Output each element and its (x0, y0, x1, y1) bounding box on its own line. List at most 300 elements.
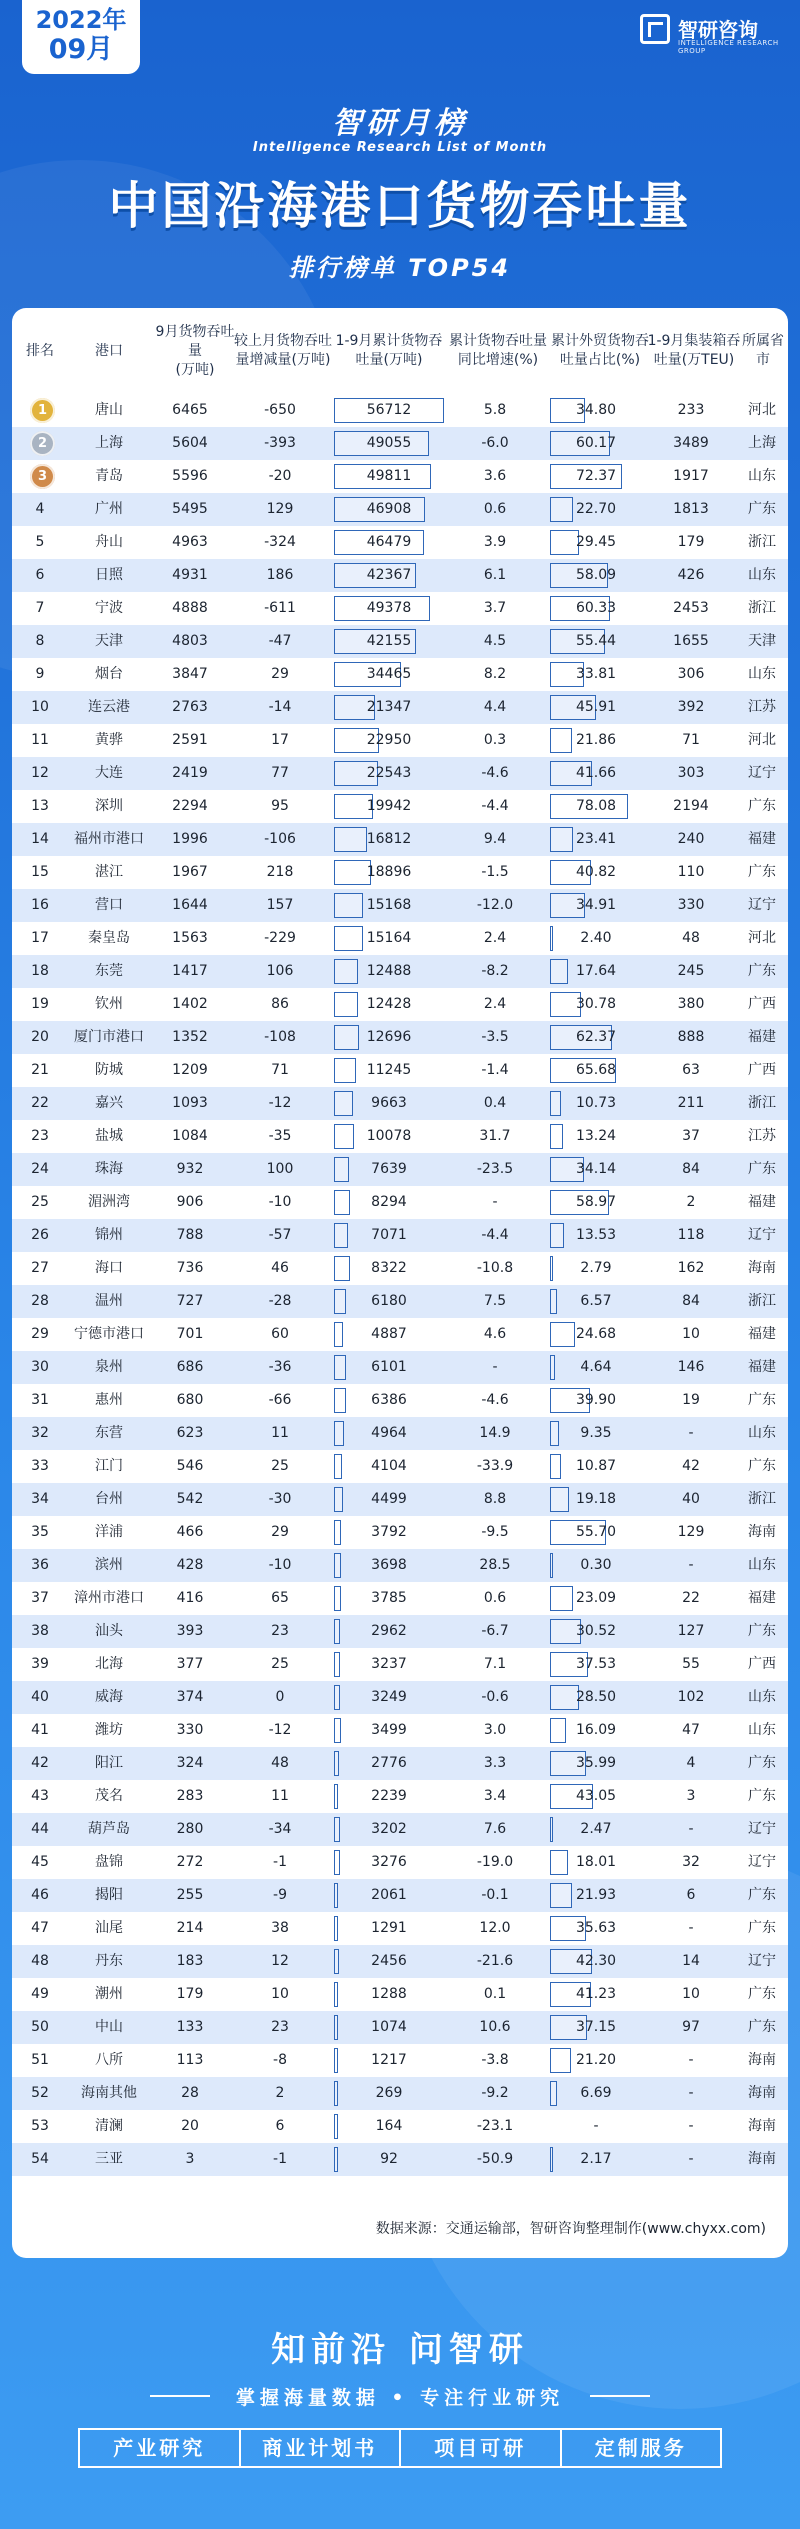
sep-throughput-cell: 183 (176, 1953, 204, 1969)
port-cell: 福州市港口 (74, 831, 144, 847)
teu-cell: 22 (682, 1590, 700, 1606)
rank-cell: 27 (31, 1260, 49, 1276)
rank-cell: 14 (31, 831, 49, 847)
table-row (12, 658, 788, 691)
teu-cell: 2194 (673, 798, 709, 814)
province-cell: 山东 (748, 567, 776, 583)
port-cell: 钦州 (95, 996, 123, 1012)
port-cell: 八所 (95, 2052, 123, 2068)
sep-throughput-cell: 1996 (172, 831, 208, 847)
foreign-share-cell: - (593, 2118, 599, 2134)
province-cell: 广东 (748, 1755, 776, 1771)
foreign-share-cell: 45.91 (575, 699, 617, 715)
port-cell: 茂名 (95, 1788, 123, 1804)
yoy-growth-cell: -23.5 (476, 1161, 514, 1177)
port-cell: 北海 (95, 1656, 123, 1672)
ytd-throughput-cell: 12488 (366, 963, 412, 979)
teu-cell: 3 (686, 1788, 696, 1804)
yoy-growth-cell: -3.8 (481, 2052, 509, 2068)
rank-cell: 35 (31, 1524, 49, 1540)
table-row (12, 1648, 788, 1681)
province-cell: 海南 (748, 1524, 776, 1540)
table-row (12, 2143, 788, 2176)
mom-change-cell: 6 (275, 2118, 285, 2134)
page-subtitle: 排行榜单 TOP54 (288, 254, 512, 282)
ytd-throughput-cell: 12696 (366, 1029, 412, 1045)
mom-change-cell: 0 (275, 1689, 285, 1705)
rank-cell: 52 (31, 2085, 49, 2101)
foreign-share-cell: 60.17 (575, 435, 617, 451)
province-cell: 广东 (748, 1887, 776, 1903)
mom-change-cell: -10 (268, 1194, 292, 1210)
yoy-growth-cell: 4.4 (483, 699, 507, 715)
teu-cell: 48 (682, 930, 700, 946)
ytd-throughput-cell: 2962 (371, 1623, 407, 1639)
foreign-share-cell: 13.53 (575, 1227, 617, 1243)
province-cell: 江苏 (748, 699, 776, 715)
foreign-share-cell: 60.33 (575, 600, 617, 616)
province-cell: 广东 (748, 1788, 776, 1804)
teu-cell: 19 (682, 1392, 700, 1408)
col-header-sep-throughput: 9月货物吞吐量 (万吨) (155, 323, 235, 378)
yoy-growth-cell: 8.2 (483, 666, 507, 682)
foreign-share-cell: 37.53 (575, 1656, 617, 1672)
rank-cell: 41 (31, 1722, 49, 1738)
ytd-throughput-cell: 6101 (371, 1359, 407, 1375)
mom-change-cell: 71 (271, 1062, 289, 1078)
rank-cell: 38 (31, 1623, 49, 1639)
mom-change-cell: -1 (273, 1854, 287, 1870)
teu-cell: 888 (677, 1029, 705, 1045)
mom-change-cell: 86 (271, 996, 289, 1012)
sep-throughput-cell: 133 (176, 2019, 204, 2035)
port-cell: 葫芦岛 (88, 1821, 130, 1837)
teu-cell: 245 (677, 963, 705, 979)
foreign-share-cell: 58.97 (575, 1194, 617, 1210)
port-cell: 深圳 (95, 798, 123, 814)
mom-change-cell: 2 (275, 2085, 285, 2101)
rank-cell: 31 (31, 1392, 49, 1408)
sep-throughput-cell: 1209 (172, 1062, 208, 1078)
rank-cell: 16 (31, 897, 49, 913)
yoy-growth-cell: -0.6 (481, 1689, 509, 1705)
province-cell: 辽宁 (748, 1227, 776, 1243)
mom-change-cell: 95 (271, 798, 289, 814)
mom-change-cell: -9 (273, 1887, 287, 1903)
province-cell: 海南 (748, 2118, 776, 2134)
yoy-growth-cell: -6.0 (481, 435, 509, 451)
service-feasibility-study: 项目可研 (399, 2430, 560, 2466)
ytd-throughput-cell: 3792 (371, 1524, 407, 1540)
mom-change-cell: 100 (266, 1161, 294, 1177)
mom-change-cell: 25 (271, 1458, 289, 1474)
brand-title: 智研月榜 (332, 106, 468, 141)
ytd-throughput-cell: 2776 (371, 1755, 407, 1771)
yoy-growth-cell: 3.0 (483, 1722, 507, 1738)
table-row (12, 1945, 788, 1978)
table-row (12, 1219, 788, 1252)
foreign-share-cell: 6.69 (580, 2085, 612, 2101)
yoy-growth-cell: 7.6 (483, 1821, 507, 1837)
sep-throughput-cell: 788 (176, 1227, 204, 1243)
col-header-foreign-share: 累计外贸货物吞 吐量占比(%) (551, 333, 649, 368)
port-cell: 海南其他 (81, 2085, 137, 2101)
yoy-growth-cell: 0.3 (483, 732, 507, 748)
ytd-throughput-cell: 2061 (371, 1887, 407, 1903)
sep-throughput-cell: 466 (176, 1524, 204, 1540)
port-cell: 潮州 (95, 1986, 123, 2002)
yoy-growth-cell: 28.5 (479, 1557, 511, 1573)
yoy-growth-cell: -33.9 (476, 1458, 514, 1474)
rank-cell: 43 (31, 1788, 49, 1804)
rank-cell: 5 (35, 534, 45, 550)
sep-throughput-cell: 623 (176, 1425, 204, 1441)
province-cell: 浙江 (748, 1095, 776, 1111)
province-cell: 海南 (748, 2085, 776, 2101)
yoy-growth-cell: -4.6 (481, 1392, 509, 1408)
table-row (12, 559, 788, 592)
mom-change-cell: -20 (268, 468, 292, 484)
mom-change-cell: -10 (268, 1557, 292, 1573)
sep-throughput-cell: 2294 (172, 798, 208, 814)
foreign-share-cell: 29.45 (575, 534, 617, 550)
data-source-note: 数据来源：交通运输部，智研咨询整理制作(www.chyxx.com) (375, 2221, 766, 2237)
yoy-growth-cell: -4.6 (481, 765, 509, 781)
foreign-share-cell: 23.09 (575, 1590, 617, 1606)
ytd-throughput-cell: 9663 (371, 1095, 407, 1111)
port-cell: 上海 (95, 435, 123, 451)
table-row (12, 790, 788, 823)
yoy-growth-cell: -9.2 (481, 2085, 509, 2101)
foreign-share-cell: 22.70 (575, 501, 617, 517)
sep-throughput-cell: 377 (176, 1656, 204, 1672)
ytd-throughput-cell: 42367 (366, 567, 412, 583)
mom-change-cell: -57 (268, 1227, 292, 1243)
rank-cell: 7 (35, 600, 45, 616)
col-header-ytd-throughput: 1-9月累计货物吞 吐量(万吨) (335, 333, 443, 368)
date-year: 2022年 (35, 6, 127, 34)
service-custom: 定制服务 (560, 2430, 721, 2466)
mom-change-cell: -1 (273, 2151, 287, 2167)
port-cell: 嘉兴 (95, 1095, 123, 1111)
port-cell: 清澜 (95, 2118, 123, 2134)
province-cell: 江苏 (748, 1128, 776, 1144)
table-row (12, 856, 788, 889)
foreign-share-cell: 21.20 (575, 2052, 617, 2068)
ranking-table-card (12, 308, 788, 2258)
rank-cell: 46 (31, 1887, 49, 1903)
yoy-growth-cell: 7.1 (483, 1656, 507, 1672)
sep-throughput-cell: 5596 (172, 468, 208, 484)
rank-cell: 22 (31, 1095, 49, 1111)
col-header-mom-change: 较上月货物吞吐 量增减量(万吨) (234, 333, 332, 368)
teu-cell: 42 (682, 1458, 700, 1474)
province-cell: 浙江 (748, 1293, 776, 1309)
port-cell: 漳州市港口 (74, 1590, 144, 1606)
rank-cell: 54 (31, 2151, 49, 2167)
mom-change-cell: 46 (271, 1260, 289, 1276)
rank-cell: 40 (31, 1689, 49, 1705)
col-header-yoy-growth: 累计货物吞吐量 同比增速(%) (449, 333, 547, 368)
sep-throughput-cell: 3847 (172, 666, 208, 682)
mom-change-cell: -35 (268, 1128, 292, 1144)
province-cell: 广东 (748, 963, 776, 979)
province-cell: 山东 (748, 1722, 776, 1738)
province-cell: 广东 (748, 1986, 776, 2002)
yoy-growth-cell: -19.0 (476, 1854, 514, 1870)
mom-change-cell: 29 (271, 666, 289, 682)
teu-cell: 118 (677, 1227, 705, 1243)
brand-english: Intelligence Research List of Month (252, 140, 548, 155)
ytd-throughput-cell: 3499 (371, 1722, 407, 1738)
sep-throughput-cell: 2591 (172, 732, 208, 748)
sep-throughput-cell: 1644 (172, 897, 208, 913)
rank-cell: 18 (31, 963, 49, 979)
yoy-growth-cell: 6.1 (483, 567, 507, 583)
province-cell: 河北 (748, 930, 776, 946)
mom-change-cell: -12 (268, 1722, 292, 1738)
foreign-share-cell: 72.37 (575, 468, 617, 484)
mom-change-cell: -108 (264, 1029, 296, 1045)
rank-cell: 4 (35, 501, 45, 517)
teu-cell: 380 (677, 996, 705, 1012)
teu-cell: 84 (682, 1293, 700, 1309)
yoy-growth-cell: -23.1 (476, 2118, 514, 2134)
mom-change-cell: -393 (264, 435, 296, 451)
foreign-share-cell: 30.78 (575, 996, 617, 1012)
table-row (12, 1450, 788, 1483)
table-row (12, 526, 788, 559)
ytd-throughput-cell: 15164 (366, 930, 412, 946)
ytd-throughput-cell: 56712 (366, 402, 412, 418)
province-cell: 山东 (748, 1557, 776, 1573)
rank-cell: 32 (31, 1425, 49, 1441)
table-row (12, 823, 788, 856)
province-cell: 山东 (748, 666, 776, 682)
ytd-throughput-cell: 8294 (371, 1194, 407, 1210)
ytd-throughput-cell: 1074 (371, 2019, 407, 2035)
ytd-throughput-cell: 49055 (366, 435, 412, 451)
foreign-share-cell: 78.08 (575, 798, 617, 814)
table-row (12, 1483, 788, 1516)
ytd-throughput-cell: 6180 (371, 1293, 407, 1309)
rank-cell: 8 (35, 633, 45, 649)
sep-throughput-cell: 5604 (172, 435, 208, 451)
province-cell: 山东 (748, 1689, 776, 1705)
table-row (12, 1516, 788, 1549)
foreign-share-cell: 2.47 (580, 1821, 612, 1837)
ytd-throughput-cell: 16812 (366, 831, 412, 847)
table-row (12, 1813, 788, 1846)
foreign-share-cell: 2.40 (580, 930, 612, 946)
yoy-growth-cell: 12.0 (479, 1920, 511, 1936)
table-row (12, 1615, 788, 1648)
yoy-growth-cell: -4.4 (481, 1227, 509, 1243)
table-row (12, 1549, 788, 1582)
logo-mark-icon (640, 14, 670, 44)
teu-cell: 1655 (673, 633, 709, 649)
foreign-share-cell: 41.23 (575, 1986, 617, 2002)
rank-cell: 21 (31, 1062, 49, 1078)
teu-cell: 392 (677, 699, 705, 715)
yoy-growth-cell: 9.4 (483, 831, 507, 847)
table-row (12, 1714, 788, 1747)
foreign-share-cell: 65.68 (575, 1062, 617, 1078)
rank-cell: 17 (31, 930, 49, 946)
mom-change-cell: -36 (268, 1359, 292, 1375)
yoy-growth-cell: 4.6 (483, 1326, 507, 1342)
sep-throughput-cell: 1967 (172, 864, 208, 880)
table-row (12, 1054, 788, 1087)
yoy-growth-cell: -50.9 (476, 2151, 514, 2167)
ytd-throughput-cell: 4499 (371, 1491, 407, 1507)
province-cell: 辽宁 (748, 897, 776, 913)
sep-throughput-cell: 932 (176, 1161, 204, 1177)
sep-throughput-cell: 283 (176, 1788, 204, 1804)
sep-throughput-cell: 2763 (172, 699, 208, 715)
foreign-share-cell: 0.30 (580, 1557, 612, 1573)
table-row (12, 1021, 788, 1054)
foreign-share-cell: 62.37 (575, 1029, 617, 1045)
ytd-throughput-cell: 34465 (366, 666, 412, 682)
rank-cell: 50 (31, 2019, 49, 2035)
table-row (12, 889, 788, 922)
mom-change-cell: 65 (271, 1590, 289, 1606)
teu-cell: 162 (677, 1260, 705, 1276)
sep-throughput-cell: 416 (176, 1590, 204, 1606)
sep-throughput-cell: 680 (176, 1392, 204, 1408)
teu-cell: 1917 (673, 468, 709, 484)
port-cell: 东营 (95, 1425, 123, 1441)
yoy-growth-cell: 10.6 (479, 2019, 511, 2035)
table-row (12, 592, 788, 625)
mom-change-cell: 23 (271, 2019, 289, 2035)
port-cell: 秦皇岛 (88, 930, 130, 946)
teu-cell: - (688, 2085, 694, 2101)
table-row (12, 922, 788, 955)
slogan-secondary: 掌握海量数据 • 专注行业研究 (235, 2387, 565, 2409)
mom-change-cell: -650 (264, 402, 296, 418)
mom-change-cell: -229 (264, 930, 296, 946)
ytd-throughput-cell: 3698 (371, 1557, 407, 1573)
ytd-throughput-cell: 18896 (366, 864, 412, 880)
ytd-throughput-cell: 3276 (371, 1854, 407, 1870)
foreign-share-cell: 13.24 (575, 1128, 617, 1144)
mom-change-cell: 106 (266, 963, 294, 979)
ytd-throughput-cell: 3249 (371, 1689, 407, 1705)
table-row (12, 1582, 788, 1615)
port-cell: 宁德市港口 (74, 1326, 144, 1342)
yoy-growth-cell: 0.1 (483, 1986, 507, 2002)
rank-cell: 24 (31, 1161, 49, 1177)
sep-throughput-cell: 179 (176, 1986, 204, 2002)
province-cell: 广西 (748, 1656, 776, 1672)
yoy-growth-cell: -10.8 (476, 1260, 514, 1276)
ytd-throughput-cell: 15168 (366, 897, 412, 913)
ytd-throughput-cell: 2456 (371, 1953, 407, 1969)
teu-cell: 47 (682, 1722, 700, 1738)
port-cell: 惠州 (95, 1392, 123, 1408)
foreign-share-cell: 42.30 (575, 1953, 617, 1969)
yoy-growth-cell: -21.6 (476, 1953, 514, 1969)
table-row (12, 2077, 788, 2110)
province-cell: 天津 (748, 633, 776, 649)
foreign-share-cell: 10.87 (575, 1458, 617, 1474)
table-row (12, 1252, 788, 1285)
rank-cell: 13 (31, 798, 49, 814)
rank-cell: 48 (31, 1953, 49, 1969)
province-cell: 浙江 (748, 534, 776, 550)
sep-throughput-cell: 214 (176, 1920, 204, 1936)
yoy-growth-cell: -1.5 (481, 864, 509, 880)
teu-cell: - (688, 1821, 694, 1837)
ytd-throughput-cell: 6386 (371, 1392, 407, 1408)
table-row (12, 1747, 788, 1780)
rank-cell: 26 (31, 1227, 49, 1243)
port-cell: 洋浦 (95, 1524, 123, 1540)
logo-subtitle: INTELLIGENCE RESEARCH GROUP (678, 39, 779, 55)
table-row (12, 1879, 788, 1912)
foreign-share-cell: 28.50 (575, 1689, 617, 1705)
company-logo (640, 12, 790, 55)
port-cell: 连云港 (88, 699, 130, 715)
date-badge (22, 0, 140, 74)
foreign-share-cell: 41.66 (575, 765, 617, 781)
sep-throughput-cell: 4931 (172, 567, 208, 583)
sep-throughput-cell: 1417 (172, 963, 208, 979)
mom-change-cell: 48 (271, 1755, 289, 1771)
yoy-growth-cell: 8.8 (483, 1491, 507, 1507)
province-cell: 海南 (748, 2052, 776, 2068)
province-cell: 广东 (748, 501, 776, 517)
province-cell: 辽宁 (748, 1854, 776, 1870)
foreign-share-cell: 35.63 (575, 1920, 617, 1936)
mom-change-cell: -66 (268, 1392, 292, 1408)
sep-throughput-cell: 1563 (172, 930, 208, 946)
teu-cell: 71 (682, 732, 700, 748)
sep-throughput-cell: 906 (176, 1194, 204, 1210)
yoy-growth-cell: -4.4 (481, 798, 509, 814)
teu-cell: - (688, 1557, 694, 1573)
ytd-throughput-cell: 4887 (371, 1326, 407, 1342)
teu-cell: 3489 (673, 435, 709, 451)
table-row (12, 1318, 788, 1351)
foreign-share-cell: 34.91 (575, 897, 617, 913)
yoy-growth-cell: -9.5 (481, 1524, 509, 1540)
rank-cell: 30 (31, 1359, 49, 1375)
port-cell: 温州 (95, 1293, 123, 1309)
teu-cell: 233 (677, 402, 705, 418)
rank-cell: 23 (31, 1128, 49, 1144)
rank-cell: 34 (31, 1491, 49, 1507)
province-cell: 山东 (748, 468, 776, 484)
table-row (12, 1912, 788, 1945)
rank-cell: 12 (31, 765, 49, 781)
province-cell: 福建 (748, 1029, 776, 1045)
foreign-share-cell: 10.73 (575, 1095, 617, 1111)
teu-cell: 211 (677, 1095, 705, 1111)
foreign-share-cell: 2.17 (580, 2151, 612, 2167)
table-row (12, 1285, 788, 1318)
province-cell: 广西 (748, 996, 776, 1012)
sep-throughput-cell: 1084 (172, 1128, 208, 1144)
sep-throughput-cell: 393 (176, 1623, 204, 1639)
rank-cell: 15 (31, 864, 49, 880)
mom-change-cell: 17 (271, 732, 289, 748)
port-cell: 青岛 (95, 468, 123, 484)
yoy-growth-cell: 3.9 (483, 534, 507, 550)
yoy-growth-cell: 3.6 (483, 468, 507, 484)
